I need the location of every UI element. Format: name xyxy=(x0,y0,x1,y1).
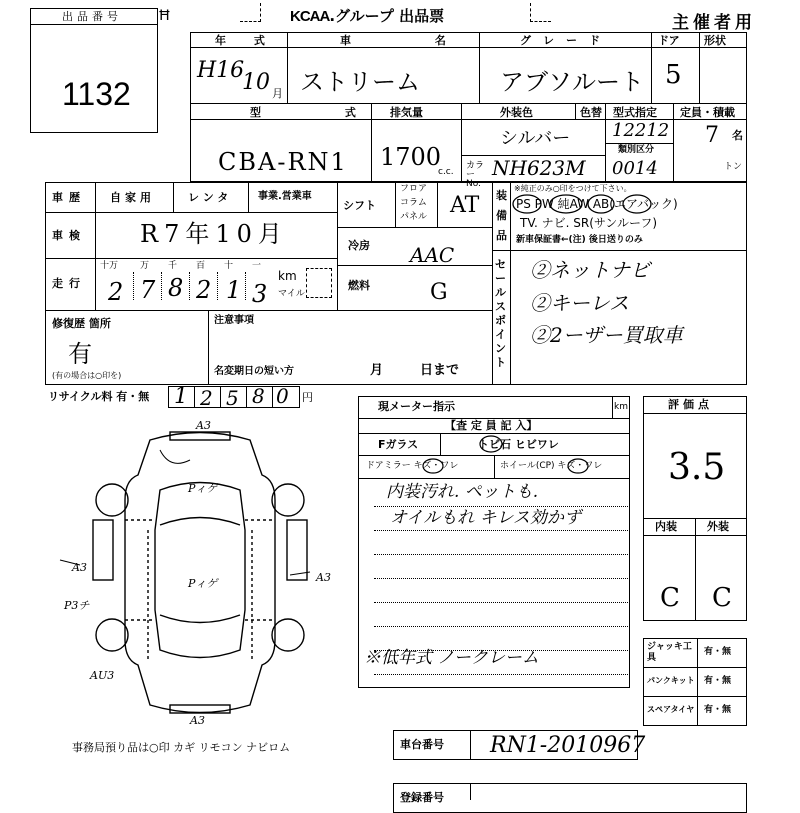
shift-value: AT xyxy=(450,193,480,218)
doors-value: 5 xyxy=(665,60,682,90)
diagram-label-rear-right: A3 xyxy=(190,714,205,727)
km-label: km xyxy=(278,269,297,283)
history-label: 車歴 xyxy=(52,191,86,204)
glass-options: トビ石 ヒビワレ xyxy=(478,438,559,451)
shape-label: 形状 xyxy=(704,34,726,47)
color-label: 外装色 xyxy=(500,106,533,119)
recycle-digit-3: 5 xyxy=(226,386,239,410)
history-rental: レンタ xyxy=(188,191,233,204)
recycle-digit-1: 1 xyxy=(174,384,188,409)
shift-floor: フロア xyxy=(400,184,428,194)
inspection-label: 車検 xyxy=(52,229,86,242)
inspector-note-2: オイルもれ キレス効かず xyxy=(390,508,581,528)
recycle-label: リサイクル料 有・無 xyxy=(48,390,150,403)
class-label: 類別区分 xyxy=(618,145,655,155)
year-value: H16 xyxy=(197,58,245,83)
name-change-label: 名変期日の短い方 xyxy=(214,366,294,377)
brand-logo: KCAA xyxy=(290,8,330,25)
sales-point-1: ②ネットナビ xyxy=(530,258,650,282)
equipment-label: 装備品 xyxy=(496,189,507,242)
recycle-digit-2: 2 xyxy=(200,386,213,410)
grade-value: アブソルート xyxy=(500,68,644,96)
year-label: 年 式 xyxy=(215,34,277,47)
displacement-label: 排気量 xyxy=(390,106,423,119)
lot-number-label: 出品番号 xyxy=(62,10,122,23)
diagram-label-left-2: P3チ xyxy=(64,599,90,612)
equipment-note: ※純正のみ○印をつけて下さい。 xyxy=(514,184,632,193)
recycle-digit-5: 0 xyxy=(276,384,289,408)
sales-points-label: セールスポイント xyxy=(495,258,506,369)
diagram-label-left-3: AU3 xyxy=(90,669,115,682)
diagram-label-left: A3 xyxy=(72,561,87,574)
sales-point-3: ②2ーザー買取車 xyxy=(530,323,683,347)
diagram-label-right: A3 xyxy=(316,571,331,584)
jack-label: ジャッキ工具 xyxy=(647,642,692,663)
mirror-label: ドアミラー キズ・ワレ xyxy=(366,461,459,471)
shift-column: コラム xyxy=(400,198,427,208)
diagram-label-front: A3 xyxy=(196,419,211,432)
shift-label: シフト xyxy=(343,199,376,212)
model-spec-value: 12212 xyxy=(612,120,670,141)
rating-value: 3.5 xyxy=(668,447,726,488)
lot-number-value: 1132 xyxy=(62,76,131,112)
repair-value: 有 xyxy=(68,340,92,368)
organizer-label: 主催者用 xyxy=(672,13,756,33)
capacity-label: 定員・積載 xyxy=(680,106,735,119)
name-change-day: 日まで xyxy=(420,363,460,378)
load-unit: トン xyxy=(724,162,743,172)
recycle-unit: 円 xyxy=(302,391,313,404)
fuel-value: G xyxy=(430,280,448,305)
color-value: シルバー xyxy=(500,128,571,149)
history-private: 自家用 xyxy=(110,191,155,204)
spare-option: 有・無 xyxy=(704,705,732,715)
diagram-label-hood: Pィゲ xyxy=(188,482,218,495)
puncture-label: パンクキット xyxy=(647,676,695,685)
interior-label: 内装 xyxy=(655,520,677,533)
interior-value: C xyxy=(660,583,680,613)
spare-label: スペアタイヤ xyxy=(647,705,695,714)
inspector-note-3: ※低年式 ノークレーム xyxy=(364,648,539,668)
mile-label: マイル xyxy=(278,289,305,299)
chassis-label: 車台番号 xyxy=(400,738,444,751)
chassis-value: RN1-2010967 xyxy=(490,733,646,758)
repair-note: (有の場合は○印を) xyxy=(52,371,122,380)
displacement-value: 1700 xyxy=(380,143,442,171)
caution-label: 注意事項 xyxy=(214,315,254,326)
car-name-value: ストリーム xyxy=(300,68,420,96)
month-value: 10 xyxy=(242,70,270,95)
exterior-label: 外装 xyxy=(707,520,729,533)
capacity-unit: 名 xyxy=(732,129,743,142)
puncture-option: 有・無 xyxy=(704,676,732,686)
month-unit: 月 xyxy=(272,87,283,100)
wheel-label: ホイール(CP) キズ・ワレ xyxy=(500,461,603,471)
displacement-unit: c.c. xyxy=(438,167,454,177)
type-label: 型 式 xyxy=(250,106,396,119)
inspection-value: R7年10月 xyxy=(140,220,288,248)
mileage-label: 走行 xyxy=(52,277,86,290)
equipment-row1: PS PW 純AW AB(エアバック) xyxy=(516,197,678,211)
glass-label: Fガラス xyxy=(378,438,419,451)
registration-table xyxy=(393,783,747,813)
color-no-value: NH623M xyxy=(492,156,586,180)
shift-panel: パネル xyxy=(400,212,428,222)
registration-label: 登録番号 xyxy=(400,791,444,804)
ac-label: 冷房 xyxy=(348,239,370,252)
exterior-value: C xyxy=(712,583,732,613)
jack-option: 有・無 xyxy=(704,647,732,657)
header-bracket: Ħ xyxy=(158,8,171,24)
color-no-label: カラー No. xyxy=(466,161,485,189)
equipment-row3: 新車保証書←(注) 後日送りのみ xyxy=(516,235,643,245)
doors-label: ドア xyxy=(658,34,680,47)
type-value: CBA-RN1 xyxy=(218,148,348,176)
name-change-month: 月 xyxy=(370,363,384,378)
car-name-label: 車 名 xyxy=(340,34,486,47)
meter-label: 現メーター指示 xyxy=(378,400,455,413)
class-value: 0014 xyxy=(612,158,658,179)
sales-point-2: ②キーレス xyxy=(530,291,629,315)
inspector-note-1: 内装汚れ. ペットも. xyxy=(386,482,539,502)
ac-value: AAC xyxy=(410,243,455,267)
diagram-footer: 事務局預り品は○印 カギ リモコン ナビロム xyxy=(72,741,291,754)
fuel-label: 燃料 xyxy=(348,279,370,292)
diagram-label-roof: Pィゲ xyxy=(188,577,218,590)
equipment-row2: TV. ナビ. SR(サンルーフ) xyxy=(520,216,658,230)
rating-label: 評価点 xyxy=(668,398,713,411)
history-business: 事業.営業車 xyxy=(258,191,312,202)
capacity-value: 7 xyxy=(705,123,719,148)
grade-label: グレード xyxy=(520,34,612,47)
recycle-digit-4: 8 xyxy=(252,384,265,408)
color-change-label: 色替 xyxy=(580,106,602,119)
model-spec-label: 型式指定 xyxy=(613,106,657,119)
repair-label: 修復歴 箇所 xyxy=(52,317,111,330)
title-suffix: .グループ 出品票 xyxy=(329,7,445,25)
meter-unit: km xyxy=(614,402,628,412)
inspector-section: 【査 定 員 記 入】 xyxy=(445,419,538,432)
